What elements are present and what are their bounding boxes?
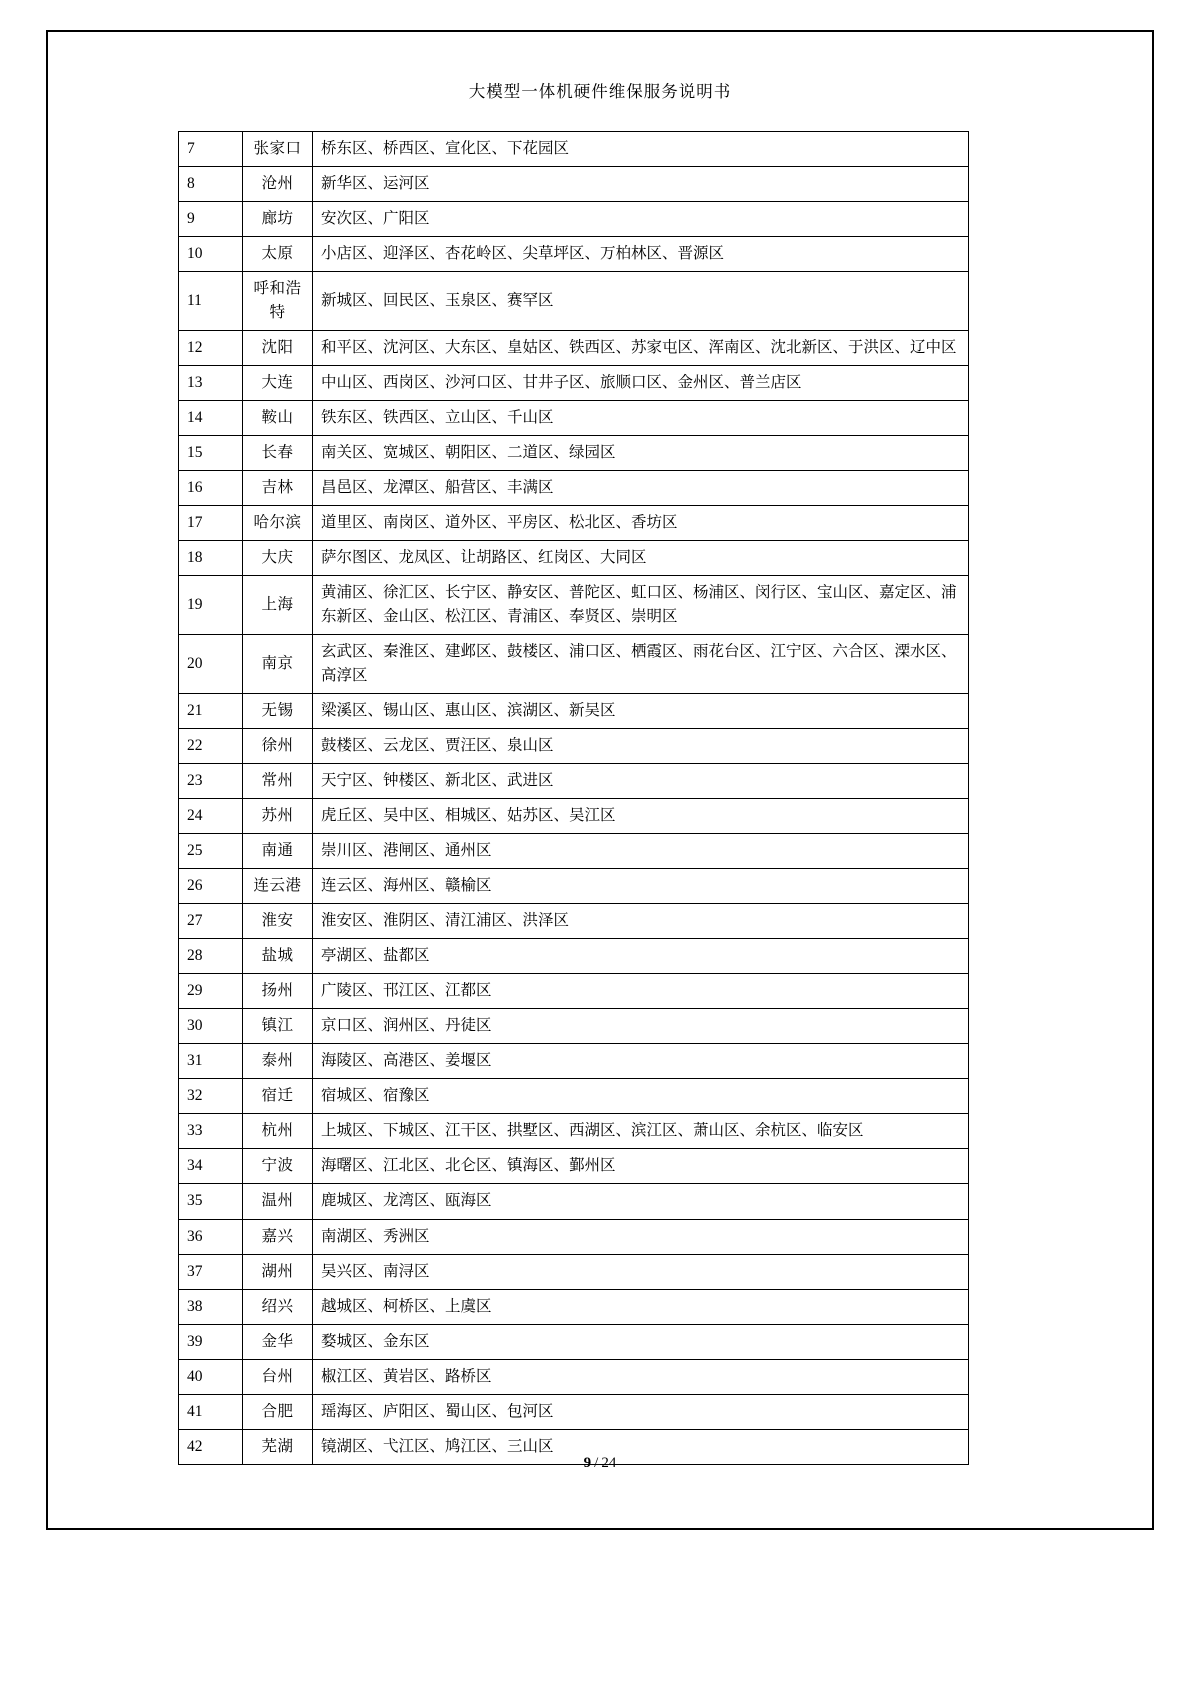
city-cell: 宿迁	[243, 1079, 313, 1114]
city-cell: 温州	[243, 1184, 313, 1219]
current-page-number: 9	[583, 1455, 592, 1471]
table-row	[179, 694, 969, 729]
districts-cell: 和平区、沈河区、大东区、皇姑区、铁西区、苏家屯区、浑南区、沈北新区、于洪区、辽中区	[313, 331, 969, 366]
row-index-cell: 37	[179, 1254, 243, 1289]
row-index-cell: 11	[179, 272, 243, 331]
table-row	[179, 1359, 969, 1394]
districts-cell: 淮安区、淮阴区、清江浦区、洪泽区	[313, 904, 969, 939]
city-cell: 呼和浩特	[243, 272, 313, 331]
districts-cell: 广陵区、邗江区、江都区	[313, 974, 969, 1009]
row-index-cell: 14	[179, 401, 243, 436]
city-cell: 无锡	[243, 694, 313, 729]
table-row	[179, 436, 969, 471]
city-cell: 南通	[243, 834, 313, 869]
districts-cell: 越城区、柯桥区、上虞区	[313, 1289, 969, 1324]
districts-cell: 宿城区、宿豫区	[313, 1079, 969, 1114]
city-cell: 嘉兴	[243, 1219, 313, 1254]
row-index-cell: 7	[179, 132, 243, 167]
city-cell: 沈阳	[243, 331, 313, 366]
row-index-cell: 23	[179, 764, 243, 799]
districts-cell: 天宁区、钟楼区、新北区、武进区	[313, 764, 969, 799]
city-cell: 盐城	[243, 939, 313, 974]
row-index-cell: 32	[179, 1079, 243, 1114]
table-row	[179, 1254, 969, 1289]
table-row	[179, 541, 969, 576]
city-cell: 长春	[243, 436, 313, 471]
table-row	[179, 729, 969, 764]
city-cell: 金华	[243, 1324, 313, 1359]
row-index-cell: 34	[179, 1149, 243, 1184]
row-index-cell: 38	[179, 1289, 243, 1324]
city-cell: 常州	[243, 764, 313, 799]
table-row	[179, 764, 969, 799]
city-cell: 大连	[243, 366, 313, 401]
districts-cell: 鼓楼区、云龙区、贾汪区、泉山区	[313, 729, 969, 764]
districts-cell: 吴兴区、南浔区	[313, 1254, 969, 1289]
row-index-cell: 30	[179, 1009, 243, 1044]
city-cell: 杭州	[243, 1114, 313, 1149]
row-index-cell: 8	[179, 167, 243, 202]
table-row	[179, 1219, 969, 1254]
table-row	[179, 471, 969, 506]
row-index-cell: 28	[179, 939, 243, 974]
table-row	[179, 1289, 969, 1324]
districts-cell: 京口区、润州区、丹徒区	[313, 1009, 969, 1044]
row-index-cell: 22	[179, 729, 243, 764]
city-cell: 芜湖	[243, 1429, 313, 1464]
city-cell: 镇江	[243, 1009, 313, 1044]
city-cell: 淮安	[243, 904, 313, 939]
table-row	[179, 1044, 969, 1079]
table-row	[179, 1009, 969, 1044]
city-cell: 泰州	[243, 1044, 313, 1079]
districts-cell: 海陵区、高港区、姜堰区	[313, 1044, 969, 1079]
districts-cell: 上城区、下城区、江干区、拱墅区、西湖区、滨江区、萧山区、余杭区、临安区	[313, 1114, 969, 1149]
row-index-cell: 24	[179, 799, 243, 834]
districts-cell: 桥东区、桥西区、宣化区、下花园区	[313, 132, 969, 167]
page-content	[178, 131, 968, 1465]
row-index-cell: 16	[179, 471, 243, 506]
districts-cell: 镜湖区、弋江区、鸠江区、三山区	[313, 1429, 969, 1464]
table-row	[179, 132, 969, 167]
row-index-cell: 39	[179, 1324, 243, 1359]
row-index-cell: 18	[179, 541, 243, 576]
city-cell: 合肥	[243, 1394, 313, 1429]
table-row	[179, 1079, 969, 1114]
table-row	[179, 834, 969, 869]
districts-cell: 虎丘区、吴中区、相城区、姑苏区、吴江区	[313, 799, 969, 834]
districts-cell: 昌邑区、龙潭区、船营区、丰满区	[313, 471, 969, 506]
table-row	[179, 635, 969, 694]
table-row	[179, 366, 969, 401]
table-row	[179, 974, 969, 1009]
districts-cell: 铁东区、铁西区、立山区、千山区	[313, 401, 969, 436]
table-row	[179, 202, 969, 237]
city-cell: 吉林	[243, 471, 313, 506]
row-index-cell: 19	[179, 576, 243, 635]
row-index-cell: 13	[179, 366, 243, 401]
row-index-cell: 12	[179, 331, 243, 366]
districts-cell: 安次区、广阳区	[313, 202, 969, 237]
districts-cell: 道里区、南岗区、道外区、平房区、松北区、香坊区	[313, 506, 969, 541]
city-cell: 连云港	[243, 869, 313, 904]
city-cell: 苏州	[243, 799, 313, 834]
table-row	[179, 1114, 969, 1149]
city-cell: 大庆	[243, 541, 313, 576]
total-page-number: 24	[601, 1455, 617, 1471]
city-cell: 廊坊	[243, 202, 313, 237]
city-cell: 沧州	[243, 167, 313, 202]
table-body	[179, 132, 969, 1465]
table-row	[179, 904, 969, 939]
row-index-cell: 26	[179, 869, 243, 904]
city-cell: 鞍山	[243, 401, 313, 436]
city-cell: 湖州	[243, 1254, 313, 1289]
service-coverage-table	[178, 131, 969, 1465]
city-cell: 南京	[243, 635, 313, 694]
city-cell: 太原	[243, 237, 313, 272]
page-footer	[0, 1455, 1200, 1472]
city-cell: 绍兴	[243, 1289, 313, 1324]
row-index-cell: 9	[179, 202, 243, 237]
districts-cell: 南关区、宽城区、朝阳区、二道区、绿园区	[313, 436, 969, 471]
table-row	[179, 272, 969, 331]
districts-cell: 玄武区、秦淮区、建邺区、鼓楼区、浦口区、栖霞区、雨花台区、江宁区、六合区、溧水区、高淳区	[313, 635, 969, 694]
city-cell: 徐州	[243, 729, 313, 764]
city-cell: 上海	[243, 576, 313, 635]
row-index-cell: 27	[179, 904, 243, 939]
row-index-cell: 40	[179, 1359, 243, 1394]
districts-cell: 婺城区、金东区	[313, 1324, 969, 1359]
table-row	[179, 869, 969, 904]
table-row	[179, 401, 969, 436]
districts-cell: 梁溪区、锡山区、惠山区、滨湖区、新吴区	[313, 694, 969, 729]
row-index-cell: 20	[179, 635, 243, 694]
table-row	[179, 799, 969, 834]
districts-cell: 崇川区、港闸区、通州区	[313, 834, 969, 869]
districts-cell: 新华区、运河区	[313, 167, 969, 202]
table-row	[179, 506, 969, 541]
page-header: 大模型一体机硬件维保服务说明书	[468, 82, 732, 101]
table-row	[179, 1184, 969, 1219]
districts-cell: 小店区、迎泽区、杏花岭区、尖草坪区、万柏林区、晋源区	[313, 237, 969, 272]
row-index-cell: 29	[179, 974, 243, 1009]
districts-cell: 椒江区、黄岩区、路桥区	[313, 1359, 969, 1394]
table-row	[179, 331, 969, 366]
districts-cell: 萨尔图区、龙凤区、让胡路区、红岗区、大同区	[313, 541, 969, 576]
districts-cell: 黄浦区、徐汇区、长宁区、静安区、普陀区、虹口区、杨浦区、闵行区、宝山区、嘉定区、浦东新区、金山区、松江区、青浦区、奉贤区、崇明区	[313, 576, 969, 635]
page-separator: /	[594, 1455, 599, 1471]
city-cell: 张家口	[243, 132, 313, 167]
districts-cell: 鹿城区、龙湾区、瓯海区	[313, 1184, 969, 1219]
districts-cell: 连云区、海州区、赣榆区	[313, 869, 969, 904]
districts-cell: 海曙区、江北区、北仑区、镇海区、鄞州区	[313, 1149, 969, 1184]
row-index-cell: 10	[179, 237, 243, 272]
districts-cell: 亭湖区、盐都区	[313, 939, 969, 974]
row-index-cell: 17	[179, 506, 243, 541]
city-cell: 哈尔滨	[243, 506, 313, 541]
row-index-cell: 15	[179, 436, 243, 471]
districts-cell: 中山区、西岗区、沙河口区、甘井子区、旅顺口区、金州区、普兰店区	[313, 366, 969, 401]
table-row	[179, 576, 969, 635]
districts-cell: 新城区、回民区、玉泉区、赛罕区	[313, 272, 969, 331]
city-cell: 扬州	[243, 974, 313, 1009]
table-row	[179, 237, 969, 272]
city-cell: 宁波	[243, 1149, 313, 1184]
city-cell: 台州	[243, 1359, 313, 1394]
row-index-cell: 31	[179, 1044, 243, 1079]
districts-cell: 瑶海区、庐阳区、蜀山区、包河区	[313, 1394, 969, 1429]
row-index-cell: 35	[179, 1184, 243, 1219]
row-index-cell: 25	[179, 834, 243, 869]
row-index-cell: 36	[179, 1219, 243, 1254]
row-index-cell: 42	[179, 1429, 243, 1464]
table-row	[179, 1324, 969, 1359]
table-row	[179, 1149, 969, 1184]
table-row	[179, 167, 969, 202]
table-row	[179, 1394, 969, 1429]
table-row	[179, 939, 969, 974]
districts-cell: 南湖区、秀洲区	[313, 1219, 969, 1254]
row-index-cell: 21	[179, 694, 243, 729]
row-index-cell: 41	[179, 1394, 243, 1429]
row-index-cell: 33	[179, 1114, 243, 1149]
